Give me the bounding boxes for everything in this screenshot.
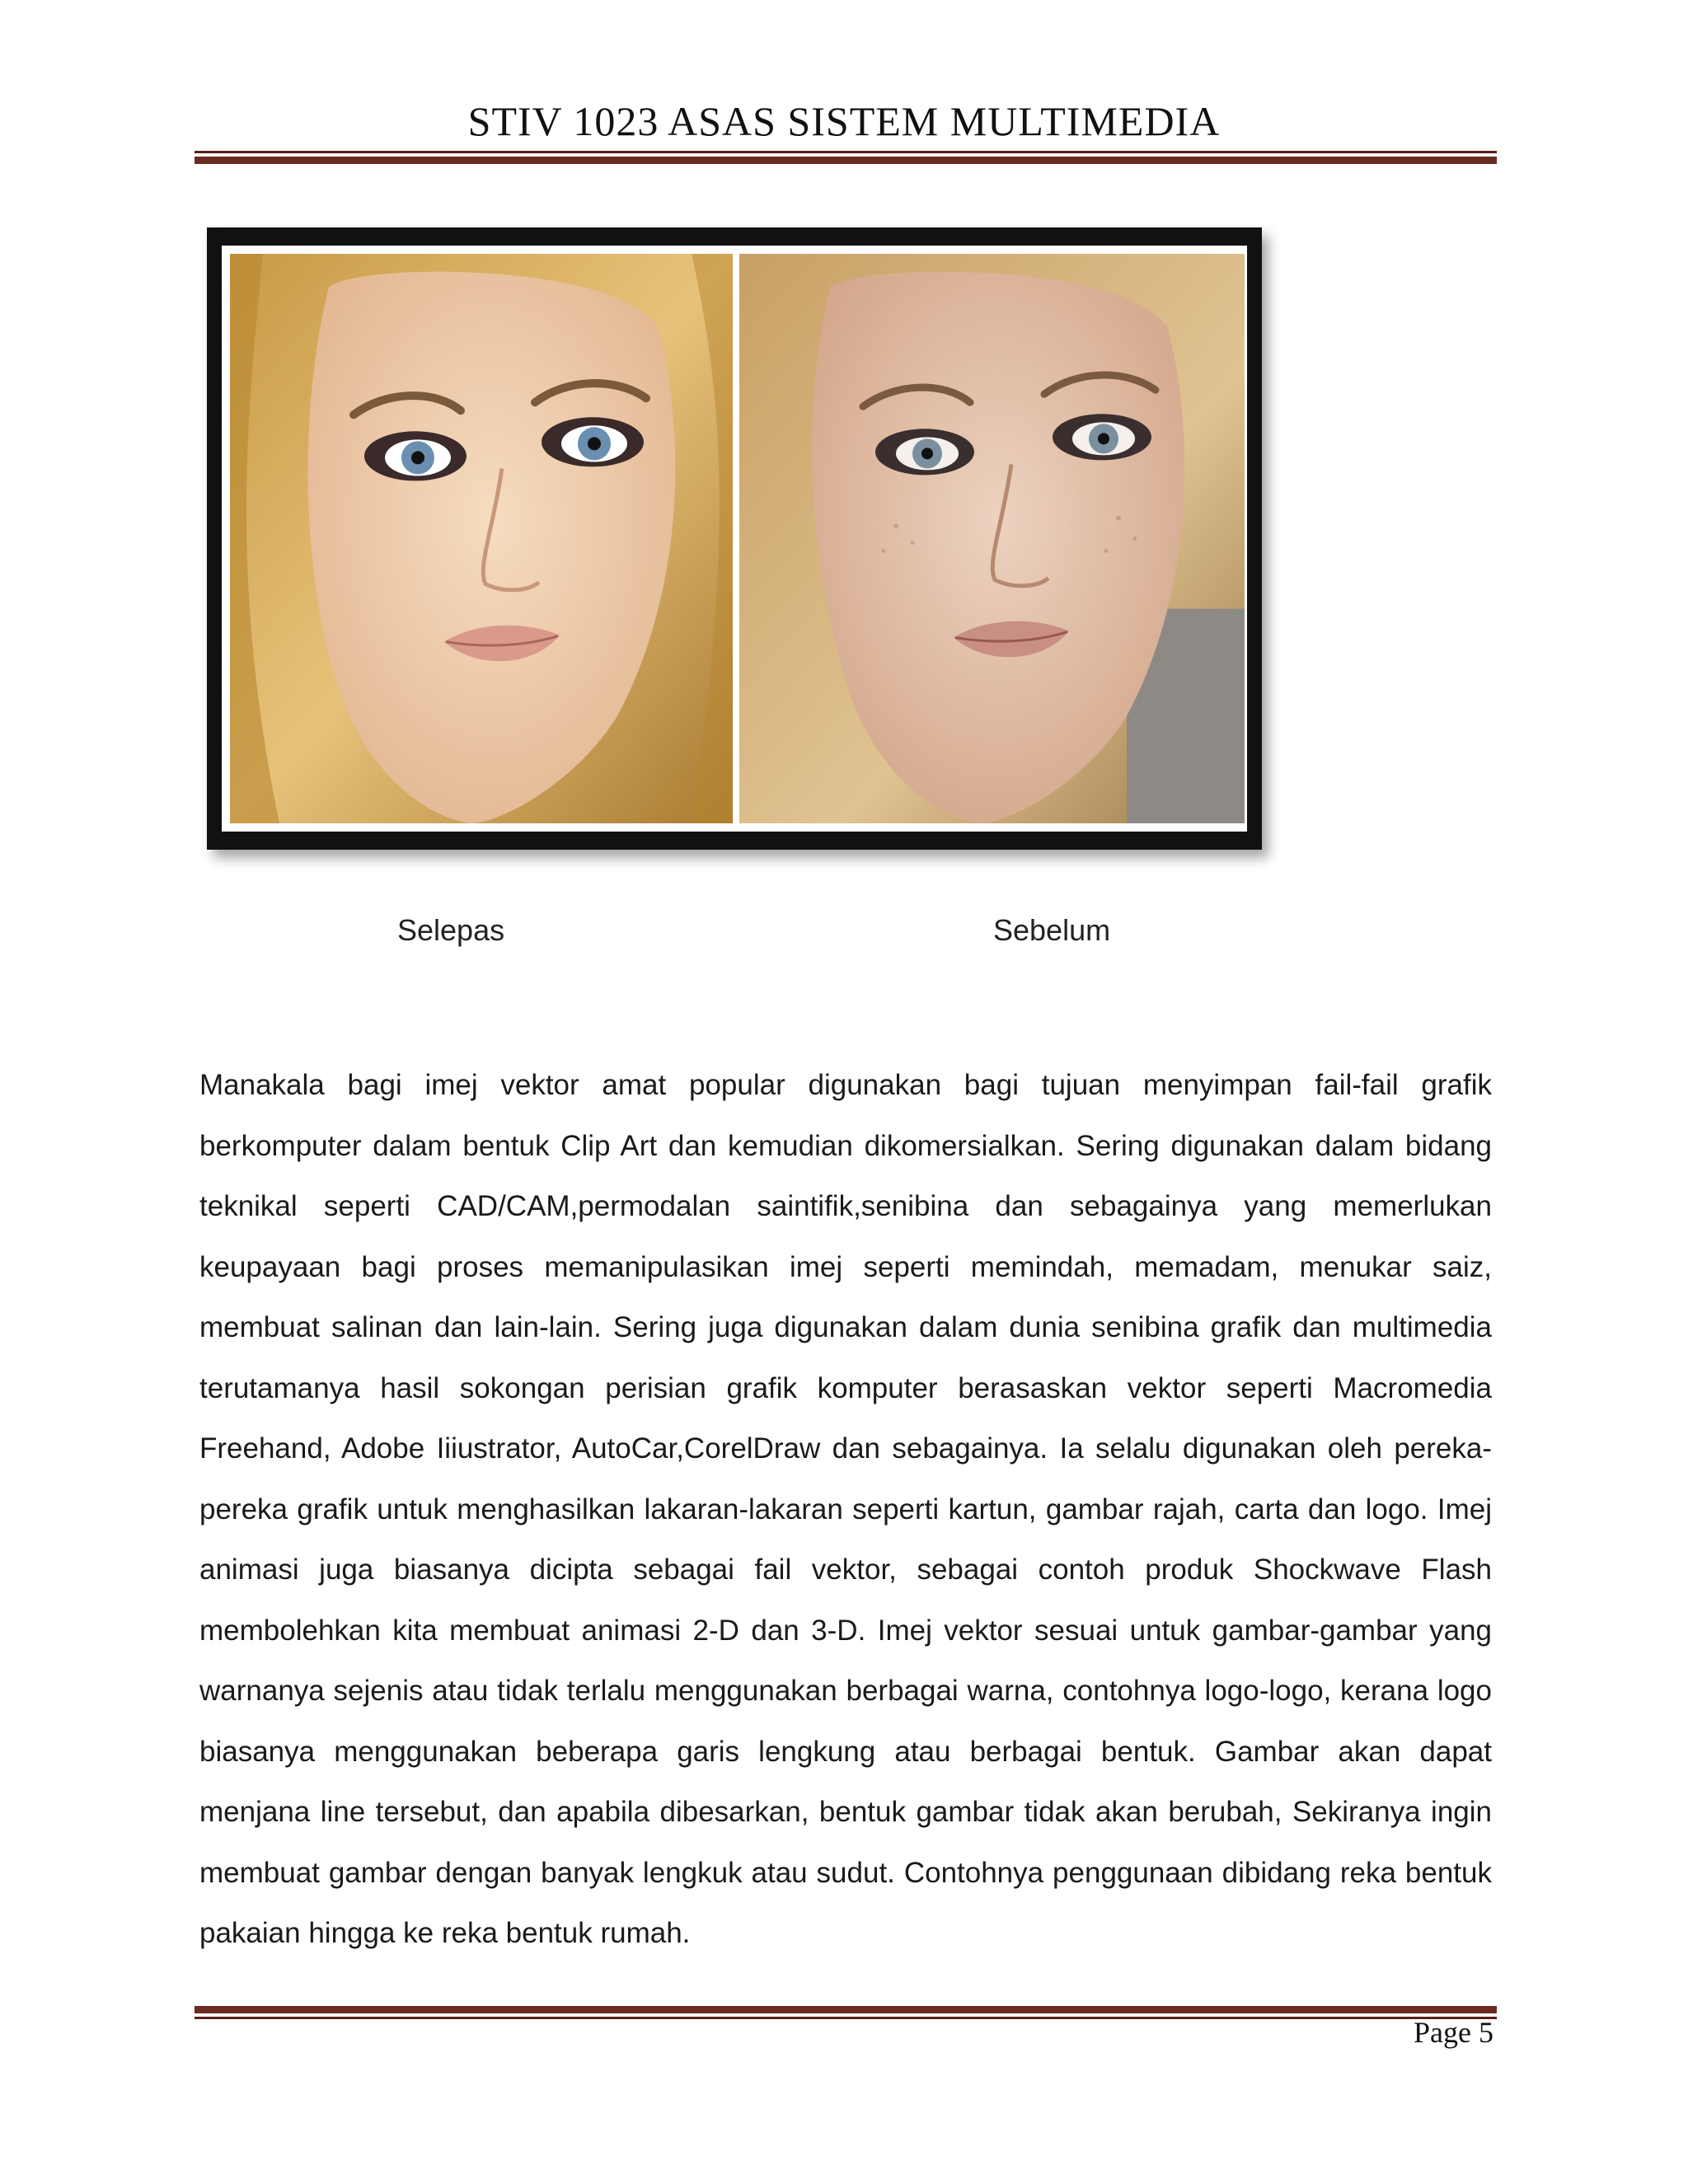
- header-title: STIV 1023 ASAS SISTEM MULTIMEDIA: [467, 98, 1221, 144]
- footer-rule: [195, 2003, 1497, 2019]
- after-photo: [230, 254, 733, 823]
- page-number: Page 5: [1414, 2016, 1493, 2049]
- body-paragraph: Manakala bagi imej vektor amat popular digunakan bagi tujuan menyimpan fail-fail grafik berkomputer dalam bentuk Clip Art dan kemudian dikomersialkan. Sering digunakan dalam bidang teknikal seperti CAD/CAM,permodalan saintifik,senibina dan sebagainya yang memerlukan keupayaan bagi proses memanipulasikan imej seperti memindah, memadam, menukar saiz, membuat salinan dan lain-lain. Sering juga digunakan dalam dunia senibina grafik dan multimedia terutamanya hasil sokongan perisian grafik komputer berasaskan vektor seperti Macromedia Freehand, Adobe Iiiustrator, AutoCar,CorelDraw dan sebagainya. Ia selalu digunakan oleh pereka-pereka grafik untuk menghasilkan lakaran-lakaran seperti kartun, gambar rajah, carta dan logo. Imej animasi juga biasanya dicipta sebagai fail vektor, sebagai contoh produk Shockwave Flash membolehkan kita membuat animasi 2-D dan 3-D. Imej vektor sesuai untuk gambar-gambar yang warnanya sejenis atau tidak terlalu menggunakan berbagai warna, contohnya logo-logo, kerana logo biasanya menggunakan beberapa garis lengkung atau berbagai bentuk. Gambar akan dapat menjana line tersebut, dan apabila dibesarkan, bentuk gambar tidak akan berubah, Sekiranya ingin membuat gambar dengan banyak lengkuk atau sudut. Contohnya penggunaan dibidang reka bentuk pakaian hingga ke reka bentuk rumah.: [199, 1069, 1492, 1949]
- caption-after: Selepas: [397, 913, 505, 947]
- comparison-photo-frame: [207, 227, 1262, 850]
- caption-before: Sebelum: [993, 913, 1111, 947]
- before-photo: [739, 254, 1245, 823]
- header-rule: [195, 151, 1497, 164]
